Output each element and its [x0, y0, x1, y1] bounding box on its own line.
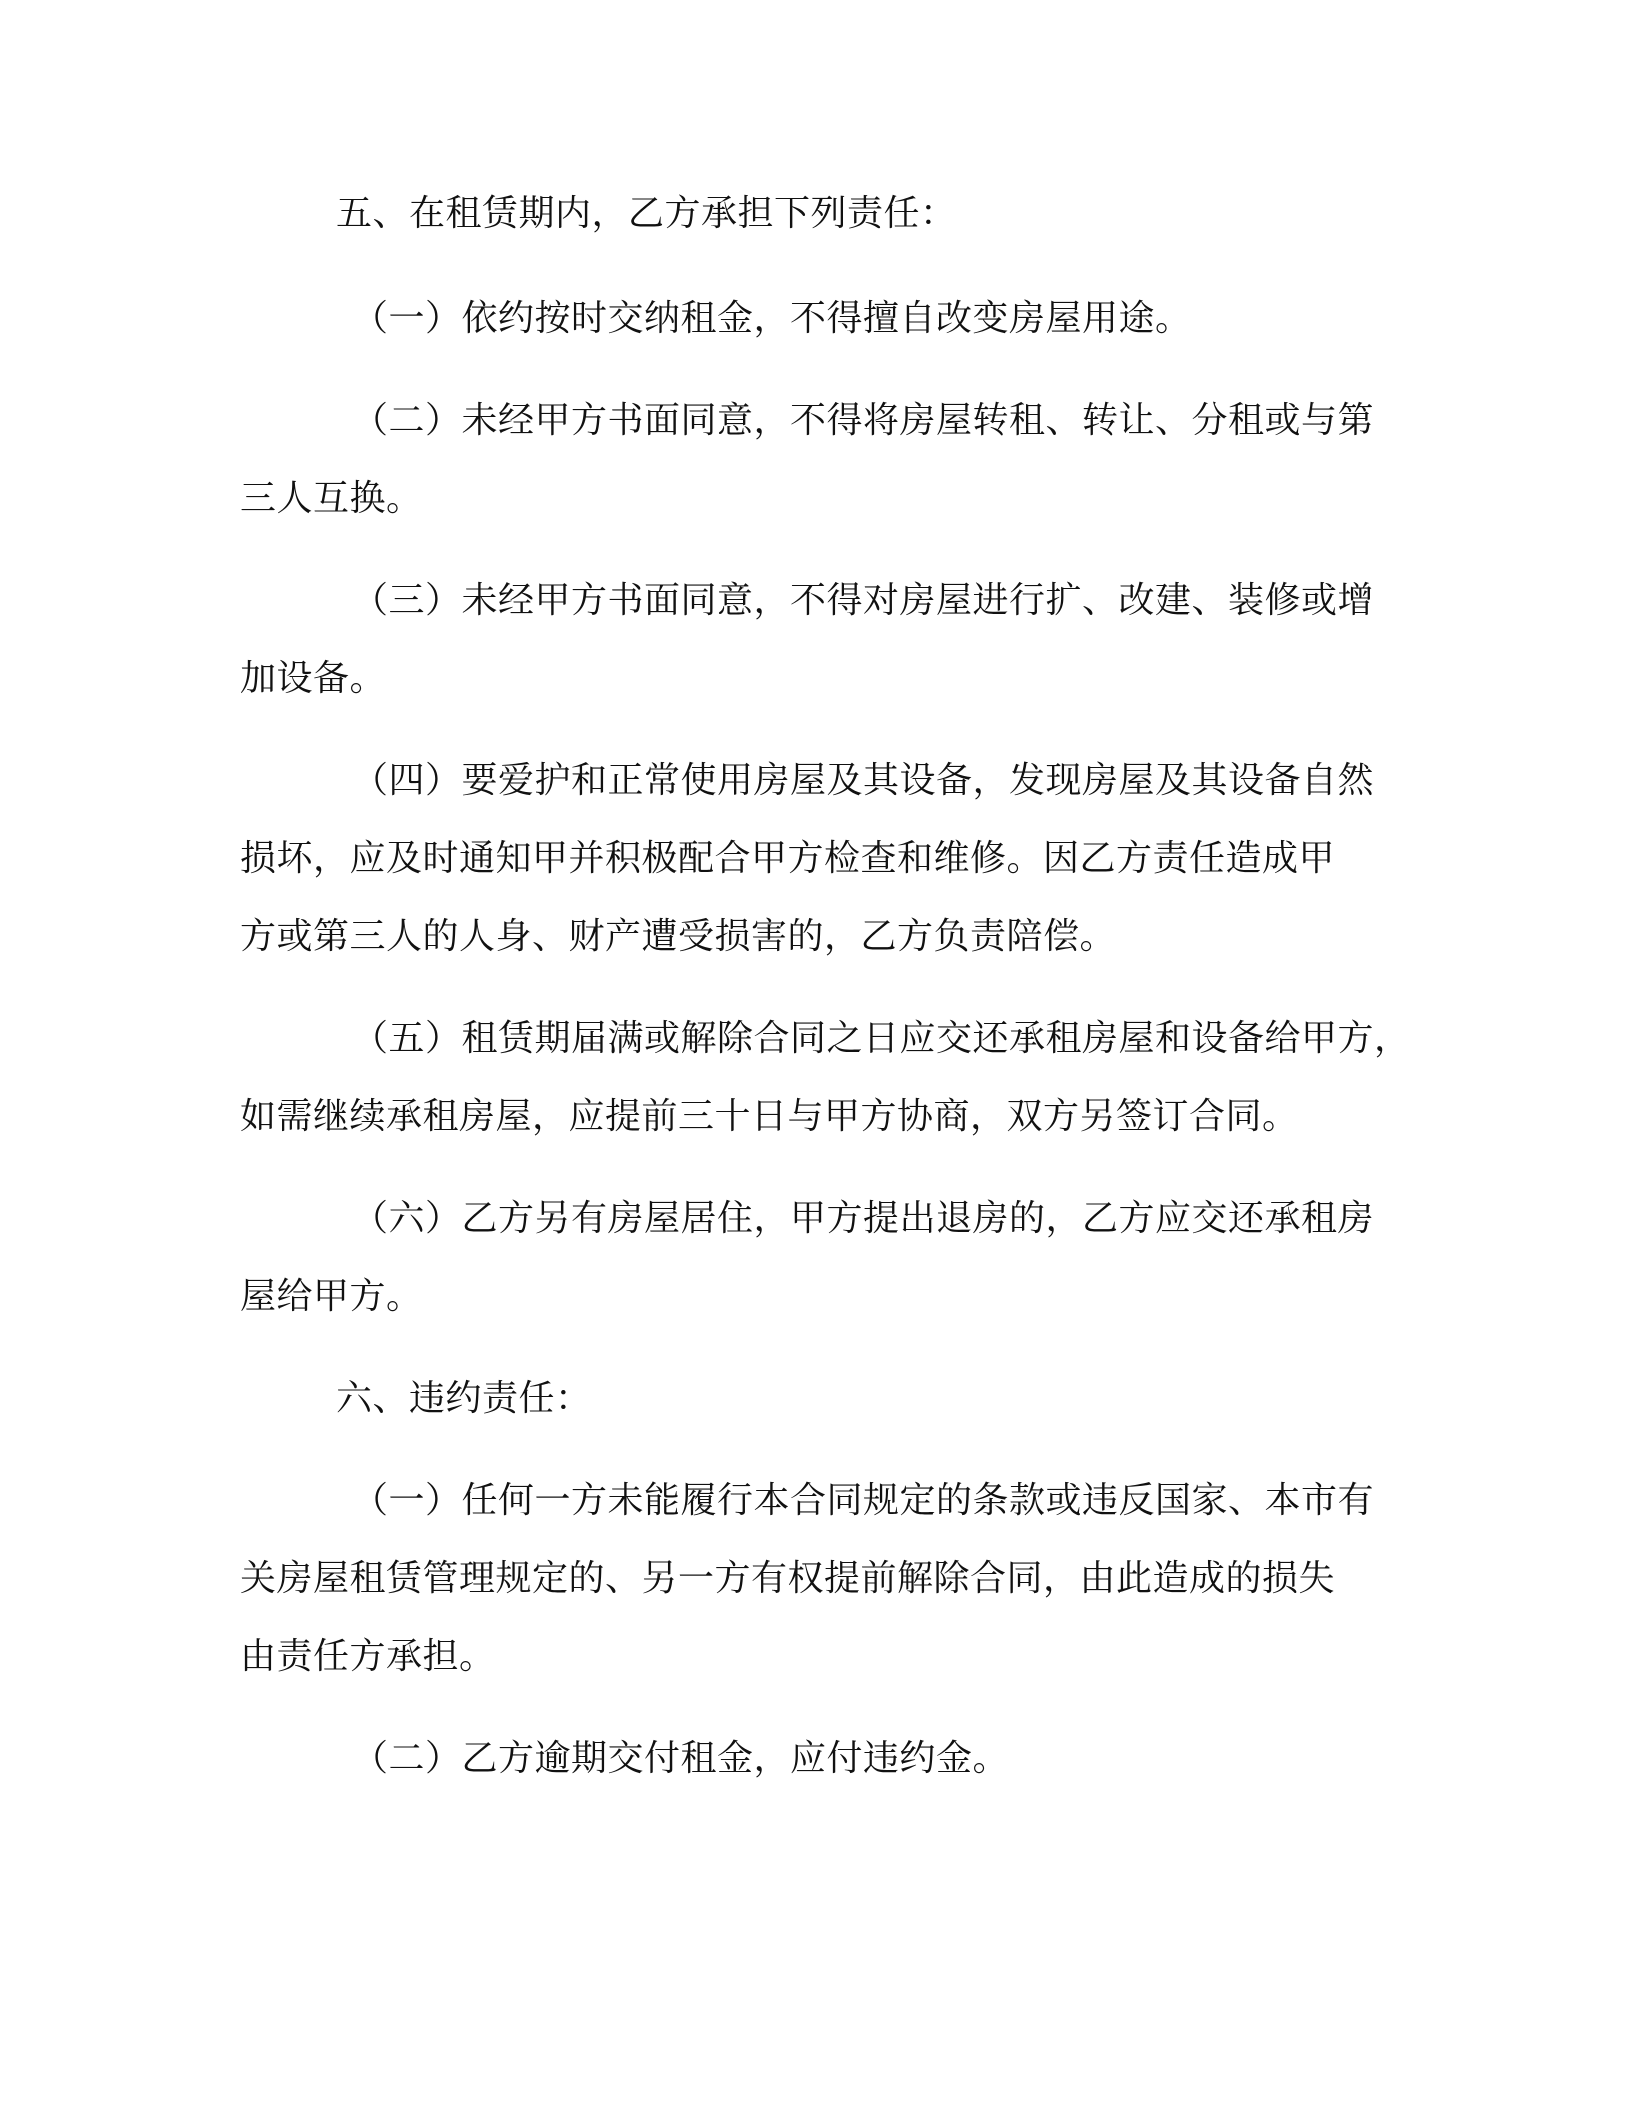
- clause-5-4-line-3: 方或第三人的人身、财产遭受损害的，乙方负责陪偿。: [240, 916, 1117, 957]
- clause-6-1-line-1: （一）任何一方未能履行本合同规定的条款或违反国家、本市有: [352, 1480, 1375, 1521]
- clause-6-1-line-3: 由责任方承担。: [240, 1636, 496, 1677]
- clause-5-2-line-1: （二）未经甲方书面同意，不得将房屋转租、转让、分租或与第: [352, 400, 1375, 441]
- clause-5-5-line-2: 如需继续承租房屋，应提前三十日与甲方协商，双方另签订合同。: [240, 1096, 1299, 1137]
- clause-5-5-line-1: （五）租赁期届满或解除合同之日应交还承租房屋和设备给甲方，: [352, 1018, 1411, 1059]
- clause-5-2-line-2: 三人互换。: [240, 478, 423, 519]
- clause-5-4-line-2: 损坏，应及时通知甲并积极配合甲方检查和维修。因乙方责任造成甲: [240, 838, 1336, 879]
- section-heading-5: 五、在租赁期内，乙方承担下列责任：: [336, 193, 957, 234]
- clause-5-1: （一）依约按时交纳租金，不得擅自改变房屋用途。: [352, 298, 1192, 339]
- clause-5-6-line-1: （六）乙方另有房屋居住，甲方提出退房的，乙方应交还承租房: [352, 1198, 1375, 1239]
- section-heading-6: 六、违约责任：: [336, 1378, 592, 1419]
- clause-6-2: （二）乙方逾期交付租金，应付违约金。: [352, 1738, 1010, 1779]
- clause-5-3-line-2: 加设备。: [240, 658, 387, 699]
- clause-6-1-line-2: 关房屋租赁管理规定的、另一方有权提前解除合同，由此造成的损失: [240, 1558, 1336, 1599]
- clause-5-4-line-1: （四）要爱护和正常使用房屋及其设备，发现房屋及其设备自然: [352, 760, 1375, 801]
- clause-5-3-line-1: （三）未经甲方书面同意，不得对房屋进行扩、改建、装修或增: [352, 580, 1375, 621]
- clause-5-6-line-2: 屋给甲方。: [240, 1276, 423, 1317]
